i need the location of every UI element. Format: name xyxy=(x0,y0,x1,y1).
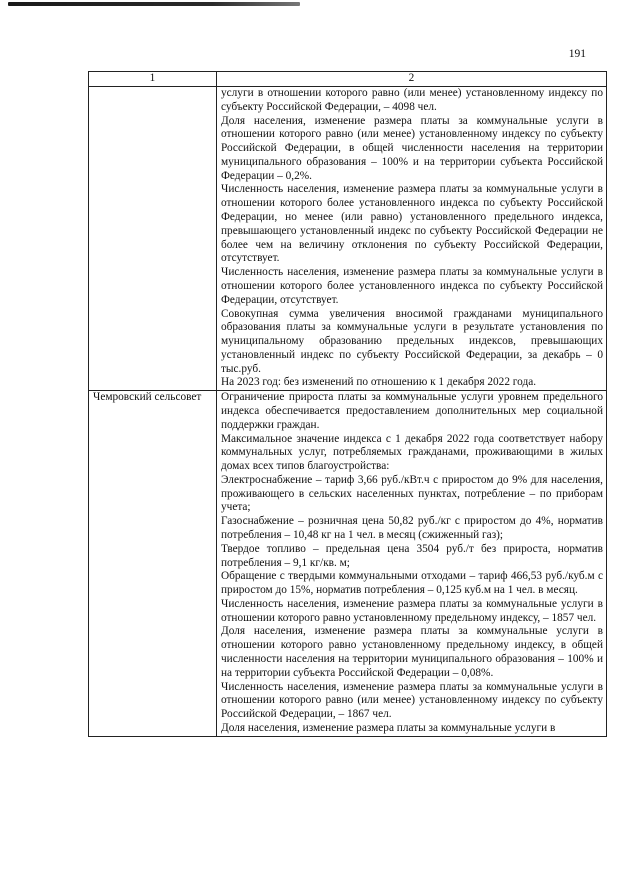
row-content-cell xyxy=(217,87,607,391)
paragraph: На 2023 год: без изменений по отношению к 1 декабря 2022 года. xyxy=(221,376,537,389)
table-row xyxy=(89,391,607,737)
column-header-1: 1 xyxy=(89,72,217,87)
column-header-2: 2 xyxy=(217,72,607,87)
paragraph: Электроснабжение – тариф 3,66 руб./кВт.ч с приростом до 9% для населения, проживающего в сельских населенных пунктах, потребление – по приборам учета; xyxy=(221,473,603,514)
table-row xyxy=(89,87,607,391)
paragraph: Численность населения, изменение размера платы за коммунальные услуги в отношении которого более установленного индекса по субъекту Российской Федерации, отсутствует. xyxy=(221,266,603,306)
row-content-cell xyxy=(217,391,607,737)
row-name-cell xyxy=(89,87,217,391)
paragraph: Численность населения, изменение размера платы за коммунальные услуги в отношении которого равно (или менее) установленному индексу по субъекту Российской Федерации, – 1867 чел. xyxy=(221,680,603,721)
paragraph: Доля населения, изменение размера платы за коммунальные услуги в отношении которого равно (или менее) установленному индексу по субъекту Российской Федерации, в общей численности населения на территории муниципального образования – 100% и на территории субъекта Российской Федерации – 0,2%. xyxy=(221,114,603,182)
paragraph: Газоснабжение – розничная цена 50,82 руб./кг с приростом до 4%, норматив потребления – 10,48 кг на 1 чел. в месяц (сжиженный газ); xyxy=(221,515,603,541)
paragraph: Численность населения, изменение размера платы за коммунальные услуги в отношении которого равно установленному предельному индексу, – 1857 чел. xyxy=(221,597,603,624)
paragraph: услуги в отношении которого равно (или менее) установленному индексу по субъекту Российской Федерации, – 4098 чел. xyxy=(221,87,603,113)
paragraph: Совокупная сумма увеличения вносимой гражданами муниципального образования платы за коммунальные услуги в результате установления по муниципальному образованию предельных индексов, превышающих установленный индекс по субъекту Российской Федерации, за декабрь – 0 тыс.руб. xyxy=(221,307,603,375)
page-number: 191 xyxy=(568,48,586,60)
paragraph: Максимальное значение индекса с 1 декабря 2022 года соответствует набору коммунальных услуг, потребляемых гражданами, проживающими в жилых домах всех типов благоустройства: xyxy=(221,432,603,473)
paragraph: Доля населения, изменение размера платы за коммунальные услуги в отношении которого равно установленному предельному индексу, в общей численности населения на территории муниципального образования – 100% и на территории субъекта Российской Федерации – 0,08%. xyxy=(221,625,603,679)
paragraph: Доля населения, изменение размера платы за коммунальные услуги в xyxy=(221,721,556,734)
scan-edge-mark xyxy=(8,2,300,6)
paragraph: Обращение с твердыми коммунальными отходами – тариф 466,53 руб./куб.м с приростом до 15%, норматив потребления – 0,125 куб.м на 1 чел. в месяц. xyxy=(221,570,603,597)
paragraph: Численность населения, изменение размера платы за коммунальные услуги в отношении которого более установленного индекса по субъекту Российской Федерации, но менее (или равно) установленного предельного индекса, превышающего установленный индекс по субъекту Российской Федерации не более чем на величину отклонения по субъекту Российской Федерации, отсутствует. xyxy=(221,183,603,265)
paragraph: Твердое топливо – предельная цена 3504 руб./т без прироста, норматив потребления – 9,1 кг/кв. м; xyxy=(221,542,603,569)
row-name-cell: Чемровский сельсовет xyxy=(89,391,217,737)
table-header-row xyxy=(89,72,607,87)
paragraph: Ограничение прироста платы за коммунальные услуги уровнем предельного индекса обеспечивается предоставлением дополнительных мер социальной поддержки граждан. xyxy=(221,391,603,431)
document-table xyxy=(88,71,607,737)
